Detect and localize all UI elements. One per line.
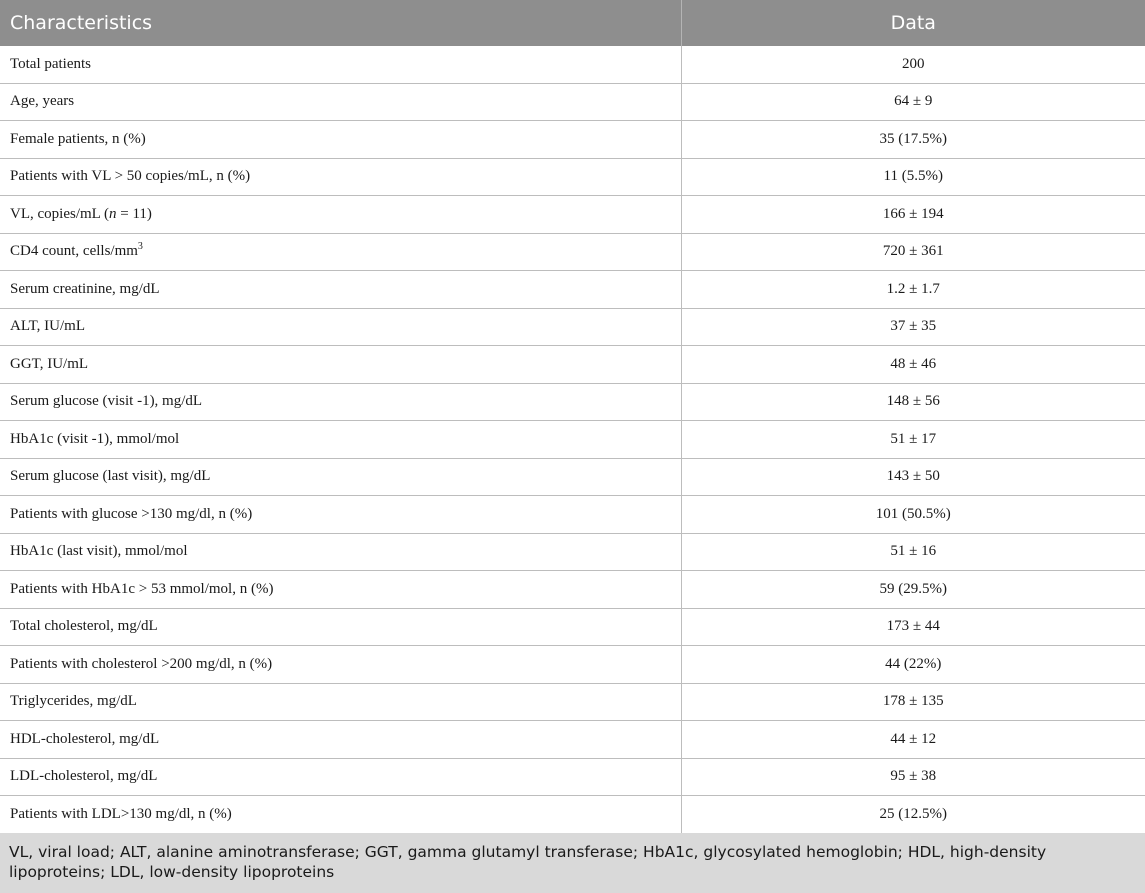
row-label-text: = 11) (116, 205, 152, 222)
row-value: 720 ± 361 (681, 233, 1145, 271)
row-value: 51 ± 16 (681, 533, 1145, 571)
row-value: 200 (681, 46, 1145, 83)
row-label: LDL-cholesterol, mg/dL (0, 758, 681, 796)
row-value: 35 (17.5%) (681, 121, 1145, 159)
table-row (0, 496, 1145, 534)
table-row (0, 121, 1145, 159)
row-label: Patients with glucose >130 mg/dl, n (%) (0, 496, 681, 534)
row-label-italic: n (109, 205, 117, 222)
table-row (0, 458, 1145, 496)
table-row (0, 533, 1145, 571)
row-value: 148 ± 56 (681, 383, 1145, 421)
table-row (0, 796, 1145, 834)
row-label: HbA1c (visit -1), mmol/mol (0, 421, 681, 459)
row-label: Serum creatinine, mg/dL (0, 271, 681, 309)
row-label: Serum glucose (last visit), mg/dL (0, 458, 681, 496)
row-label (0, 233, 681, 271)
table-row (0, 46, 1145, 83)
row-label: Female patients, n (%) (0, 121, 681, 159)
row-label: HDL-cholesterol, mg/dL (0, 721, 681, 759)
table-row (0, 271, 1145, 309)
row-value: 44 ± 12 (681, 721, 1145, 759)
row-label: Patients with VL > 50 copies/mL, n (%) (0, 158, 681, 196)
table-row (0, 196, 1145, 234)
row-label: Patients with HbA1c > 53 mmol/mol, n (%) (0, 571, 681, 609)
table-row (0, 646, 1145, 684)
table-row (0, 383, 1145, 421)
row-value: 51 ± 17 (681, 421, 1145, 459)
table-row (0, 683, 1145, 721)
table-header-row (0, 0, 1145, 46)
row-label: GGT, IU/mL (0, 346, 681, 384)
row-label: Triglycerides, mg/dL (0, 683, 681, 721)
row-value: 11 (5.5%) (681, 158, 1145, 196)
table-footnote: VL, viral load; ALT, alanine aminotransferase; GGT, gamma glutamyl transferase; HbA1c, glycosylated hemoglobin; HDL, high-density lipoproteins; LDL, low-density lipoproteins (0, 833, 1145, 893)
row-label (0, 196, 681, 234)
row-label-text: VL, copies/mL ( (10, 205, 110, 222)
row-value: 64 ± 9 (681, 83, 1145, 121)
column-header-characteristics: Characteristics (0, 0, 681, 46)
row-label: HbA1c (last visit), mmol/mol (0, 533, 681, 571)
table-row (0, 608, 1145, 646)
row-label: Patients with LDL>130 mg/dl, n (%) (0, 796, 681, 834)
row-label: Total cholesterol, mg/dL (0, 608, 681, 646)
row-value: 173 ± 44 (681, 608, 1145, 646)
table-row (0, 421, 1145, 459)
table-row (0, 721, 1145, 759)
row-label: Patients with cholesterol >200 mg/dl, n (%) (0, 646, 681, 684)
row-label: Age, years (0, 83, 681, 121)
row-value: 44 (22%) (681, 646, 1145, 684)
row-label: ALT, IU/mL (0, 308, 681, 346)
row-value: 37 ± 35 (681, 308, 1145, 346)
row-value: 166 ± 194 (681, 196, 1145, 234)
row-label-text: CD4 count, cells/mm (10, 243, 138, 260)
row-value: 25 (12.5%) (681, 796, 1145, 834)
table-row (0, 158, 1145, 196)
table-row (0, 758, 1145, 796)
table-row (0, 571, 1145, 609)
table-row (0, 308, 1145, 346)
row-value: 95 ± 38 (681, 758, 1145, 796)
row-value: 59 (29.5%) (681, 571, 1145, 609)
row-value: 101 (50.5%) (681, 496, 1145, 534)
row-value: 178 ± 135 (681, 683, 1145, 721)
row-value: 48 ± 46 (681, 346, 1145, 384)
table-row (0, 233, 1145, 271)
column-header-data: Data (681, 0, 1145, 46)
table-row (0, 346, 1145, 384)
row-value: 143 ± 50 (681, 458, 1145, 496)
row-value: 1.2 ± 1.7 (681, 271, 1145, 309)
table-row (0, 83, 1145, 121)
row-label: Serum glucose (visit -1), mg/dL (0, 383, 681, 421)
row-label: Total patients (0, 46, 681, 83)
row-label-superscript: 3 (137, 241, 143, 253)
